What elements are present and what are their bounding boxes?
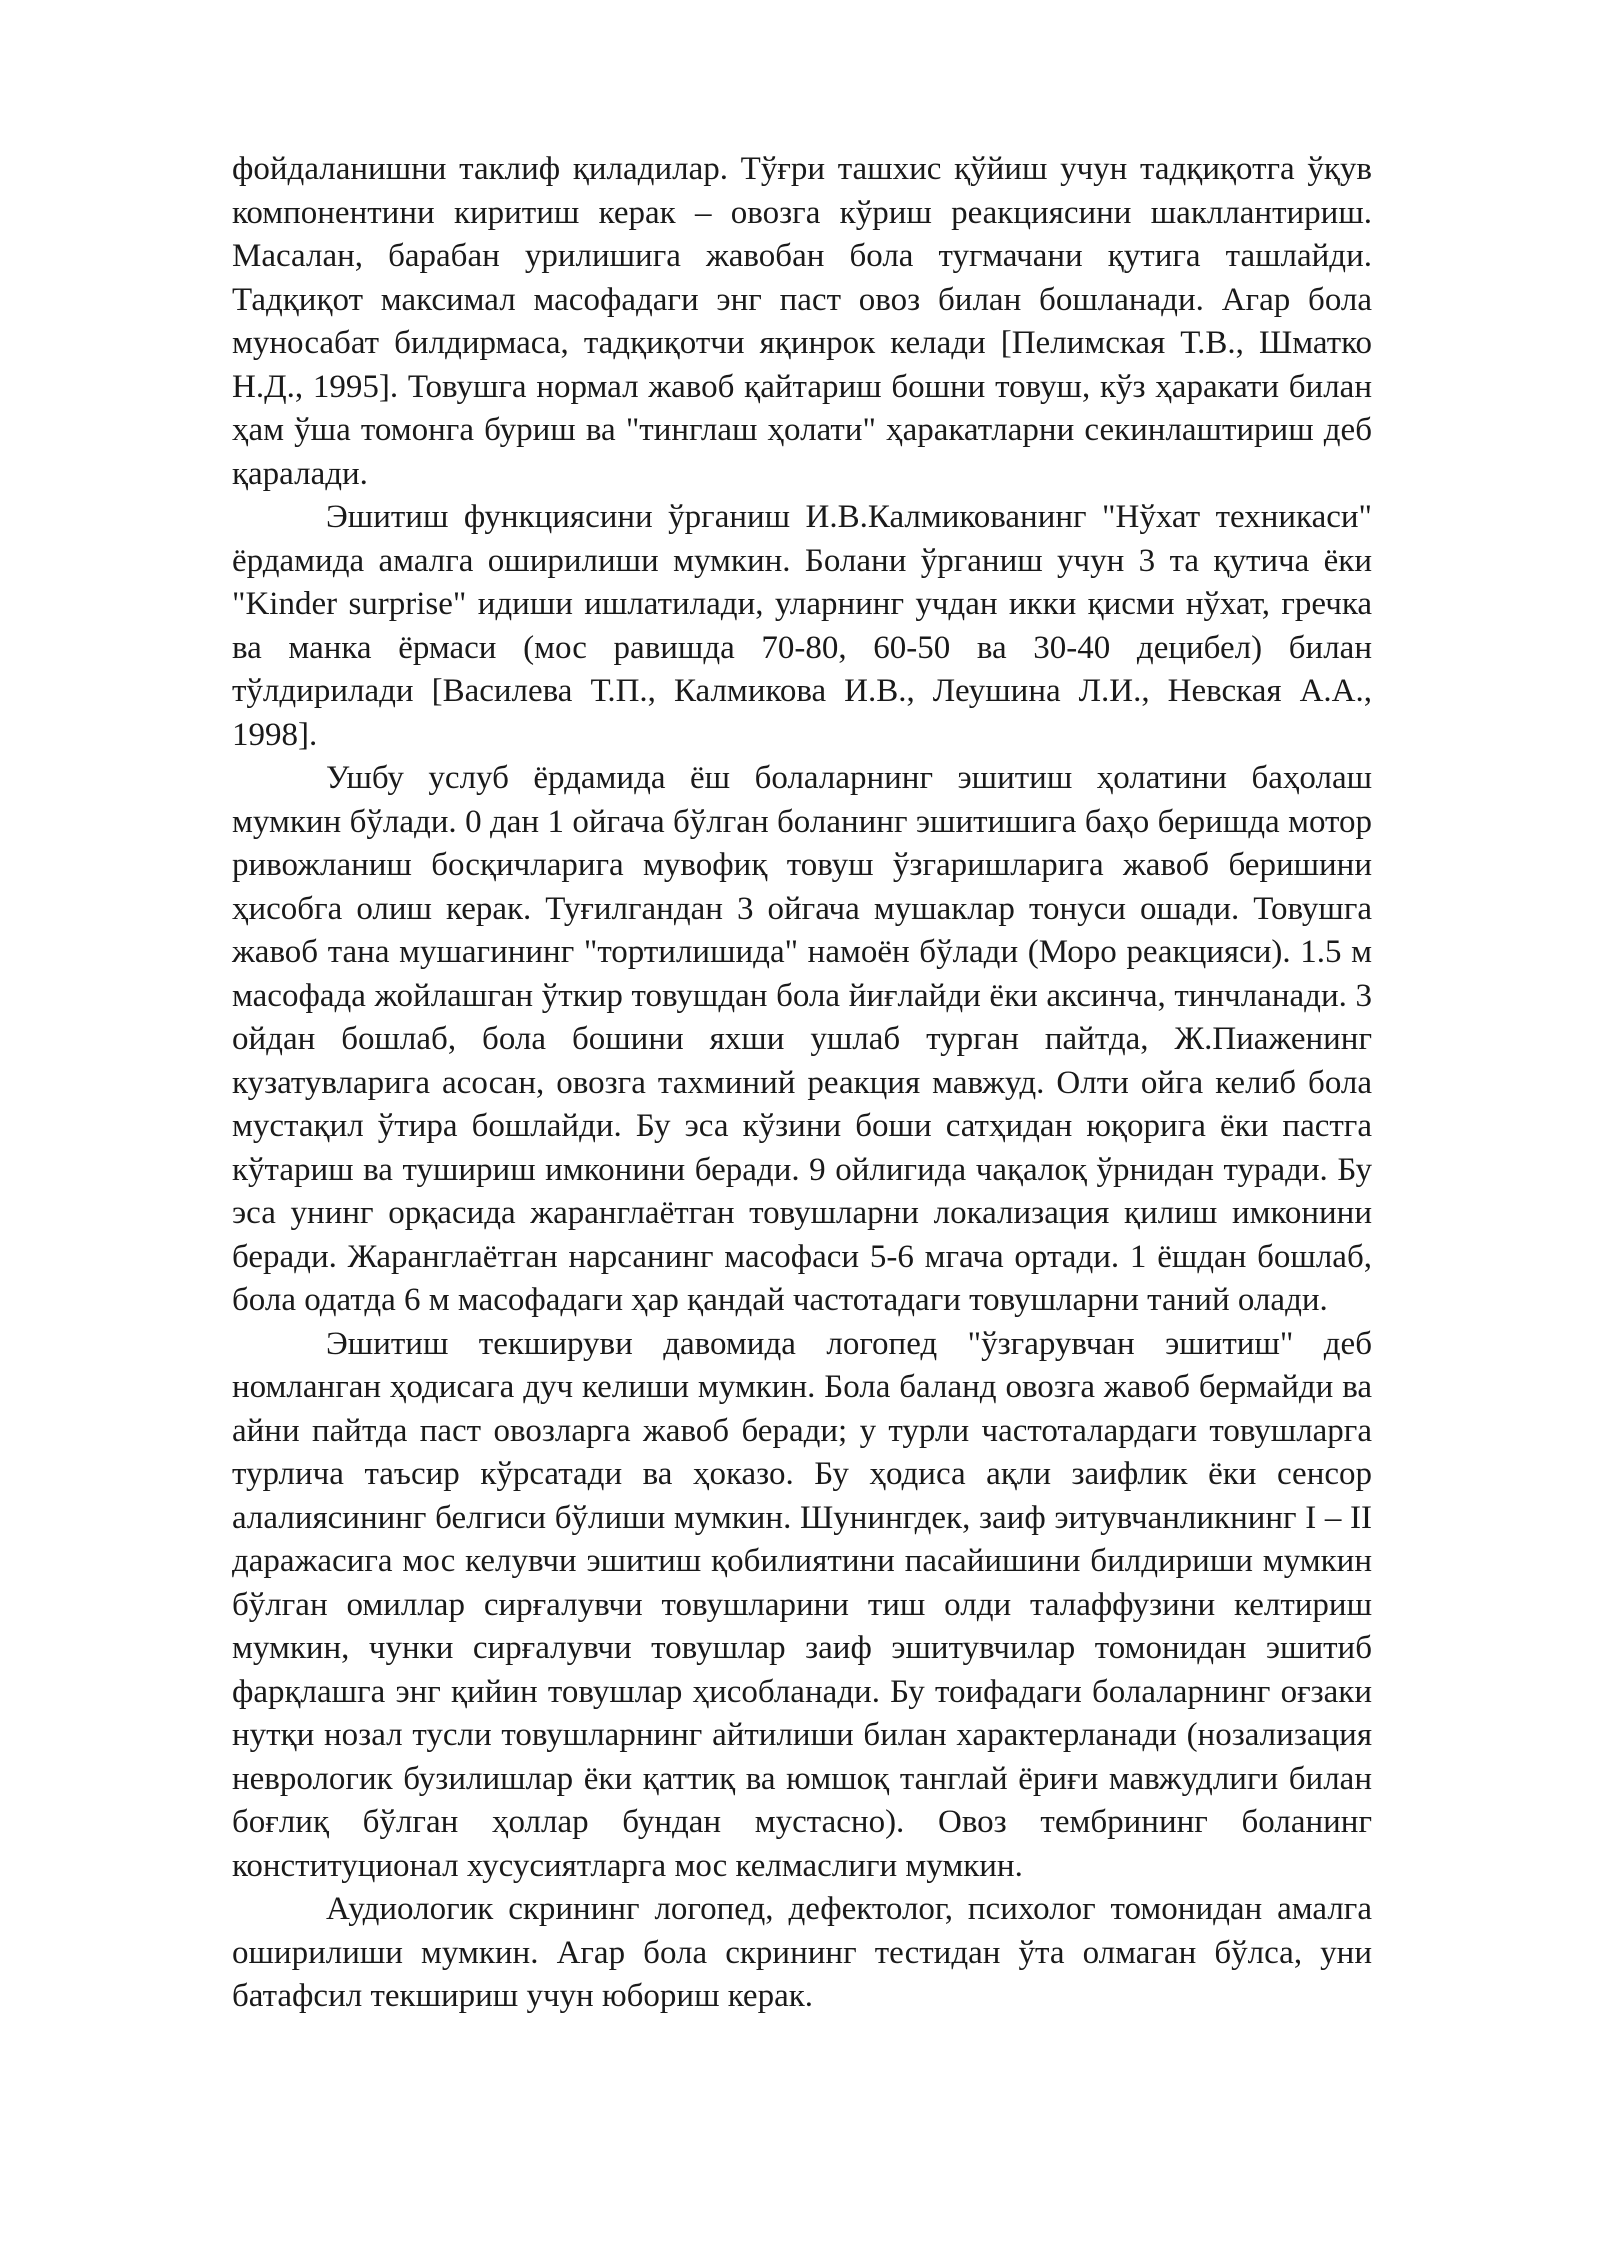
paragraph-2: Эшитиш функциясини ўрганиш И.В.Калмикованинг "Нўхат техникаси" ёрдамида амалга оширилиши мумкин. Болани ўрганиш учун 3 та қутича ёки "Kinder surprise" идиши ишлатилади, уларнинг учдан икки қисми нўхат, гречка ва манка ёрмаси (мос равишда 70-80, 60-50 ва 30-40 децибел) билан тўлдирилади [Василева Т.П., Калмикова И.В., Леушина Л.И., Невская А.А., 1998]. [232,499,1372,753]
paragraph-4: Эшитиш текшируви давомида логопед "ўзгарувчан эшитиш" деб номланган ҳодисага дуч келиши мумкин. Бола баланд овозга жавоб бермайди ва айни пайтда паст овозларга жавоб беради; у турли частоталардаги товушларга турлича таъсир кўрсатади ва ҳоказо. Бу ҳодиса ақли заифлик ёки сенсор алалиясининг белгиси бўлиши мумкин. Шунингдек, заиф эитувчанликнинг I – II даражасига мос келувчи эшитиш қобилиятини пасайишини билдириши мумкин бўлган омиллар сирғалувчи товушларини тиш олди талаффузини келтириш мумкин, чунки сирғалувчи товушлар заиф эшитувчилар томонидан эшитиб фарқлашга энг қийин товушлар ҳисобланади. Бу тоифадаги болаларнинг оғзаки нутқи нозал тусли товушларнинг айтилиши билан характерланади (нозализация неврологик бузилишлар ёки қаттиқ ва юмшоқ танглай ёриғи мавжудлиги билан боғлиқ бўлган ҳоллар бундан мустасно). Овоз тембрининг боланинг конституционал хусусиятларга мос келмаслиги мумкин. [232,1325,1372,1884]
document-body [232,148,1372,2019]
paragraph-5: Аудиологик скрининг логопед, дефектолог, психолог томонидан амалга оширилиши мумкин. Агар бола скрининг тестидан ўта олмаган бўлса, уни батафсил текшириш учун юбориш керак. [232,1891,1372,2014]
paragraph-3: Ушбу услуб ёрдамида ёш болаларнинг эшитиш ҳолатини баҳолаш мумкин бўлади. 0 дан 1 ойгача бўлган боланинг эшитишига баҳо беришда мотор ривожланиш босқичларига мувофиқ товуш ўзгаришларига жавоб беришини ҳисобга олиш керак. Туғилгандан 3 ойгача мушаклар тонуси ошади. Товушга жавоб тана мушагининг "тортилишида" намоён бўлади (Моро реакцияси). 1.5 м масофада жойлашган ўткир товушдан бола йиғлайди ёки аксинча, тинчланади. 3 ойдан бошлаб, бола бошини яхши ушлаб турган пайтда, Ж.Пиаженинг кузатувларига асосан, овозга тахминий реакция мавжуд. Олти ойга келиб бола мустақил ўтира бошлайди. Бу эса кўзини боши сатҳидан юқорига ёки пастга кўтариш ва тушириш имконини беради. 9 ойлигида чақалоқ ўрнидан туради. Бу эса унинг орқасида жаранглаётган товушларни локализация қилиш имконини беради. Жаранглаётган нарсанинг масофаси 5-6 мгача ортади. 1 ёшдан бошлаб, бола одатда 6 м масофадаги ҳар қандай частотадаги товушларни таний олади. [232,760,1372,1318]
paragraph-1: фойдаланишни таклиф қиладилар. Тўғри ташхис қўйиш учун тадқиқотга ўқув компонентини киритиш керак – овозга кўриш реакциясини шакллантириш. Масалан, барабан урилишига жавобан бола тугмачани қутига ташлайди. Тадқиқот максимал масофадаги энг паст овоз билан бошланади. Агар бола муносабат билдирмаса, тадқиқотчи яқинрок келади [Пелимская Т.В., Шматко Н.Д., 1995]. Товушга нормал жавоб қайтариш бошни товуш, кўз ҳаракати билан ҳам ўша томонга буриш ва "тинглаш ҳолати" ҳаракатларни секинлаштириш деб қаралади. [232,151,1372,492]
